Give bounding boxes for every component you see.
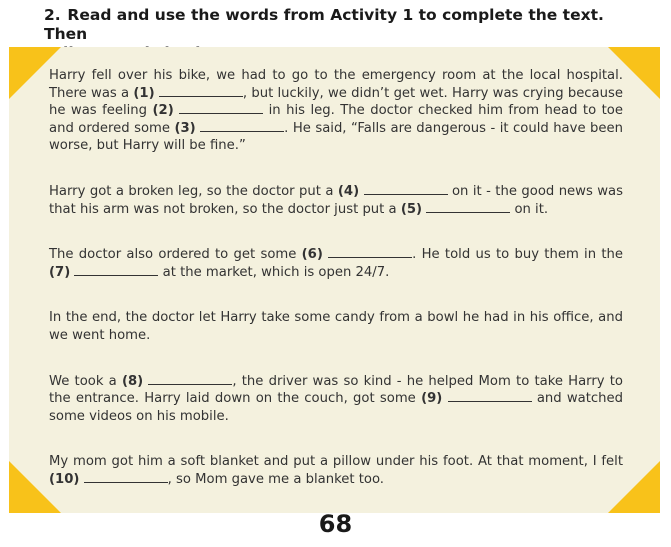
paragraph-text: . He told us to buy them in the <box>412 247 623 263</box>
paragraph-text: We took a <box>49 373 122 389</box>
paragraph <box>49 453 623 488</box>
answer-blank[interactable] <box>179 102 263 114</box>
paragraph-text: , the driver was so kind - he helped Mom to take Harry to the entrance. Harry laid down on the couch, got some <box>49 373 623 407</box>
paragraph-text: Harry got a broken leg, so the doctor put a <box>49 183 338 199</box>
blank-number: (4) <box>337 183 360 199</box>
blank-number: (9) <box>421 391 443 407</box>
answer-blank[interactable] <box>200 120 284 132</box>
answer-blank[interactable] <box>328 246 412 258</box>
blank-number: (10) <box>49 471 80 487</box>
paragraph <box>49 246 623 281</box>
page-number: 68 <box>318 510 353 538</box>
blank-number: (1) <box>133 85 155 101</box>
answer-blank[interactable] <box>148 373 232 385</box>
paragraph-text: Harry fell over his bike, we had to go to the emergency room at the local hospital. There was a <box>49 68 623 101</box>
answer-blank[interactable] <box>448 390 532 402</box>
answer-blank[interactable] <box>364 183 448 195</box>
paragraph <box>49 309 623 344</box>
blank-number: (3) <box>174 120 196 136</box>
answer-blank[interactable] <box>84 471 168 483</box>
paragraph-text: My mom got him a soft blanket and put a pillow under his foot. At that moment, I felt <box>49 454 623 470</box>
answer-blank[interactable] <box>426 201 510 213</box>
activity-number: 2. <box>44 6 61 24</box>
paragraph-text: in his leg. The doctor checked him from head to toe and ordered some <box>49 103 623 136</box>
paragraph-text: on it. <box>510 201 549 217</box>
paragraph-text: . He said, “Falls are dangerous - it could have been worse, but Harry will be fine.” <box>49 120 623 154</box>
answer-blank[interactable] <box>159 85 243 97</box>
instruction-line-1: Read and use the words from Activity 1 to complete the text. Then <box>44 6 604 43</box>
blank-number: (5) <box>400 201 423 217</box>
blank-number: (7) <box>49 264 71 280</box>
paragraph-text: at the market, which is open 24/7. <box>158 264 390 280</box>
paragraph <box>49 373 623 426</box>
paragraph-text: , but luckily, we didn’t get wet. Harry was crying because he was feeling <box>49 85 623 119</box>
story-text <box>49 67 623 517</box>
paragraph-text: , so Mom gave me a blanket too. <box>167 471 384 487</box>
blank-number: (2) <box>152 103 174 119</box>
paragraph-text: on it - the good news was that his arm was not broken, so the doctor just put a <box>49 183 623 217</box>
paragraph <box>49 67 623 155</box>
paragraph <box>49 183 623 218</box>
blank-number: (8) <box>121 373 144 389</box>
blank-number: (6) <box>301 247 323 263</box>
paragraph-text: and watched some videos on his mobile. <box>49 391 624 424</box>
paragraph-text: In the end, the doctor let Harry take some candy from a bowl he had in his office, and we went home. <box>49 310 623 343</box>
answer-blank[interactable] <box>74 264 158 276</box>
paragraph-text: The doctor also ordered to get some <box>49 247 302 263</box>
